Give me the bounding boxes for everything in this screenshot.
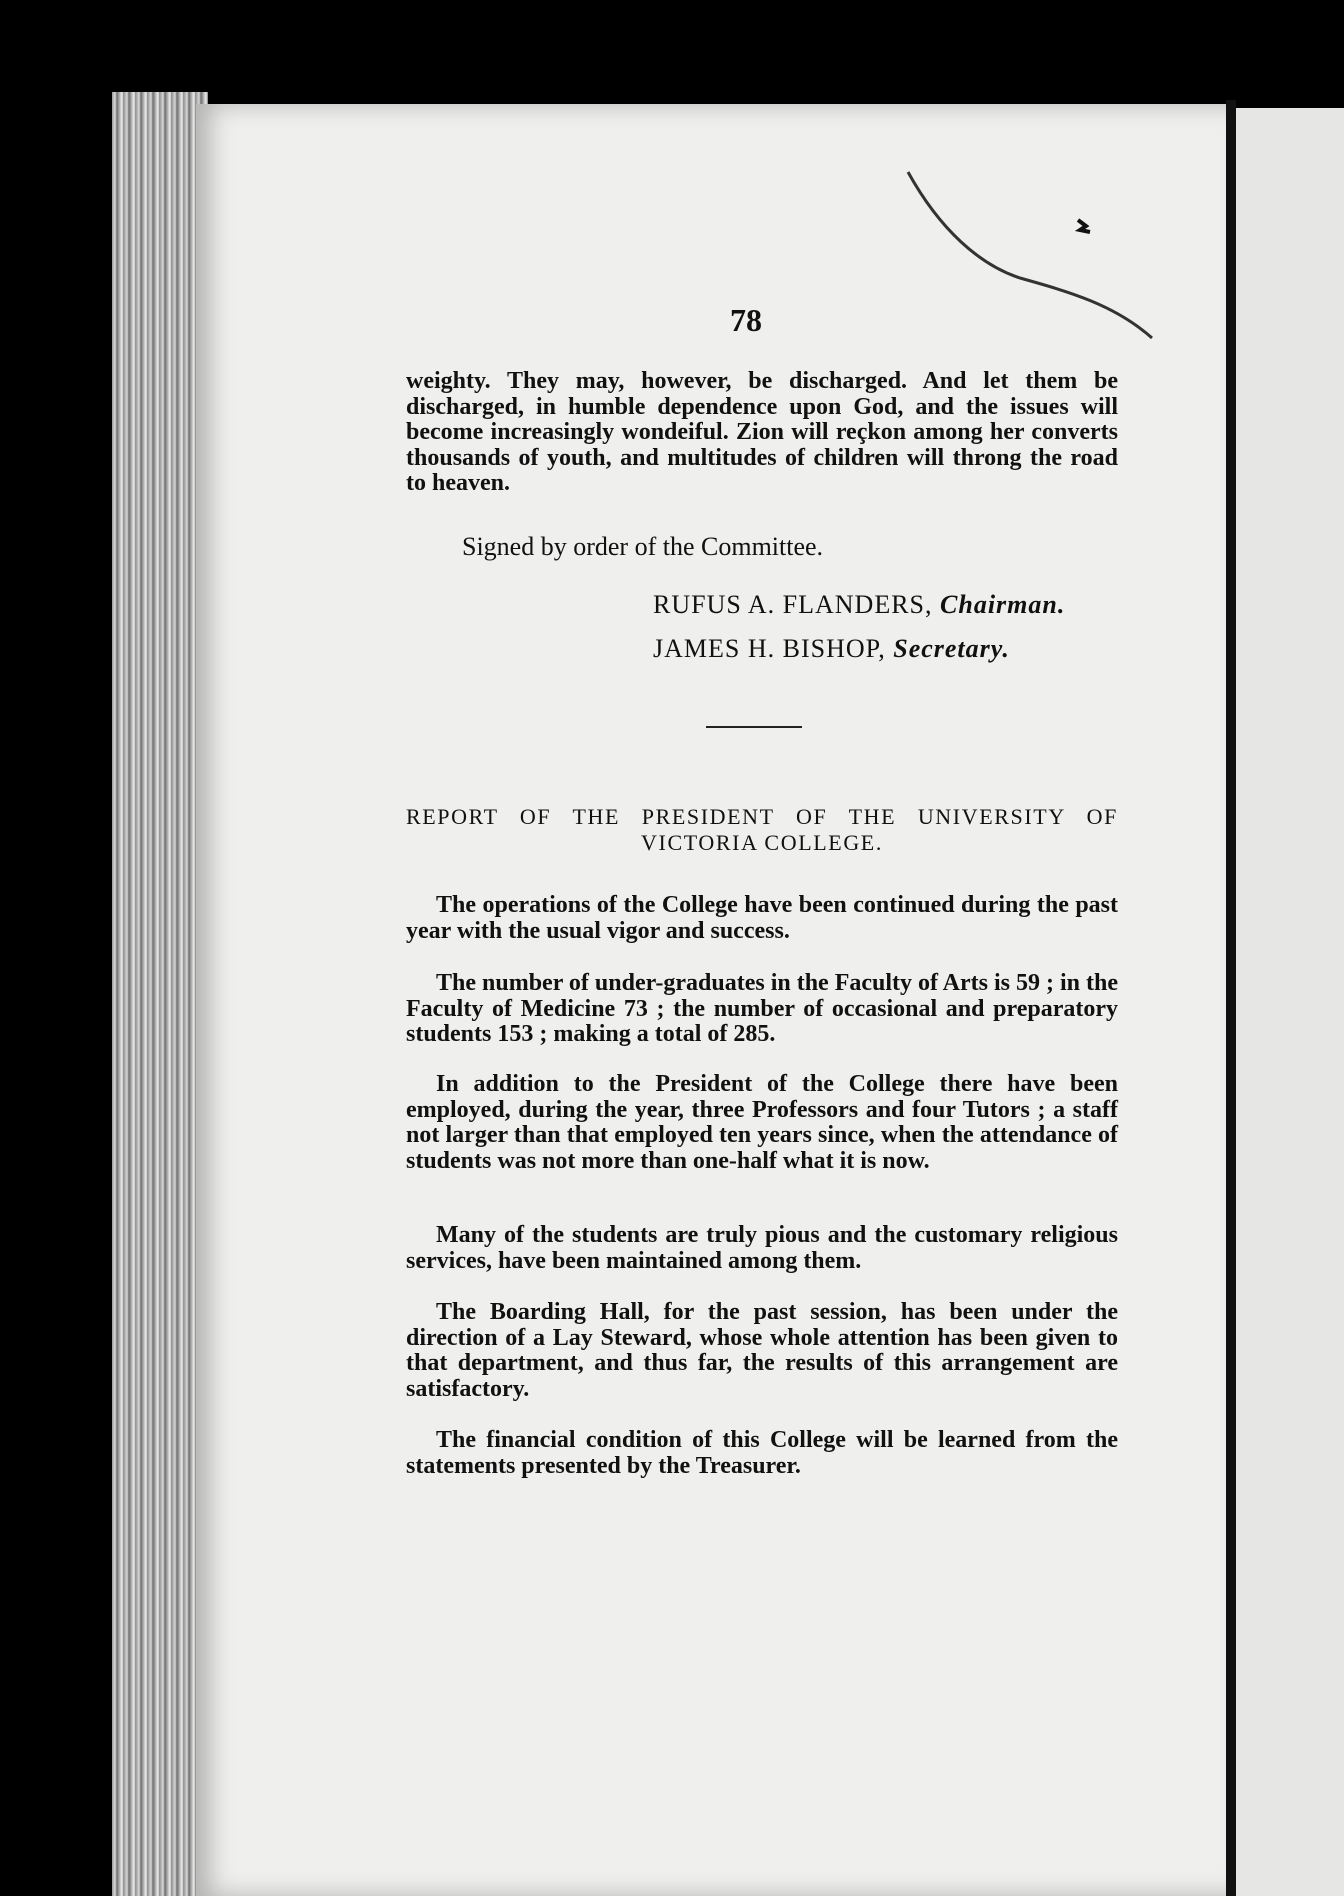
report-heading bbox=[406, 804, 1118, 856]
signed-by-order-line: Signed by order of the Committee. bbox=[462, 532, 824, 561]
signatory-name: RUFUS A. FLANDERS, bbox=[653, 590, 933, 619]
signatory-role: Chairman. bbox=[940, 590, 1066, 619]
signatory-name: JAMES H. BISHOP, bbox=[653, 634, 886, 663]
report-paragraph: Many of the students are truly pious and the customary religious services, have been maintained among them. bbox=[406, 1222, 1118, 1274]
signatory-role: Secretary. bbox=[893, 634, 1010, 663]
committee-closing-paragraph: weighty. They may, however, be discharged. And let them be discharged, in humble dependence upon God, and the issues will become increasingly wondeiful. Zion will reçkon among her converts thousands of youth, and multitudes of children will throng the road to heaven. bbox=[406, 368, 1118, 496]
report-heading-line2: VICTORIA COLLEGE. bbox=[641, 830, 883, 855]
stacked-page-edges bbox=[112, 92, 208, 1896]
report-paragraph: The number of under-graduates in the Faculty of Arts is 59 ; in the Faculty of Medicine 73 ; the number of occasional and preparatory students 153 ; making a total of 285. bbox=[406, 970, 1119, 1047]
report-paragraph: The Boarding Hall, for the past session, has been under the direction of a Lay Steward, whose whole attention has been given to that department, and thus far, the results of this arrangement are satisfactory. bbox=[406, 1299, 1118, 1402]
report-heading-line1: REPORT OF THE PRESIDENT OF THE UNIVERSITY OF bbox=[406, 804, 1118, 829]
signatory-secretary bbox=[653, 634, 1010, 664]
report-paragraph: The financial condition of this College will be learned from the statements presented by the Treasurer. bbox=[406, 1427, 1118, 1479]
adjacent-page-edge bbox=[1236, 108, 1344, 1896]
page-gutter bbox=[1226, 100, 1236, 1896]
pencil-mark bbox=[900, 170, 1160, 360]
report-paragraph: The operations of the College have been continued during the past year with the usual vigor and success. bbox=[406, 892, 1118, 944]
signatory-chairman bbox=[653, 590, 1065, 620]
page-number: 78 bbox=[730, 302, 762, 338]
section-divider bbox=[706, 726, 802, 728]
report-paragraph: In addition to the President of the College there have been employed, during the year, three Professors and four Tutors ; a staff not larger than that employed ten years since, when the attendance of students was not more than one-half what it is now. bbox=[406, 1071, 1118, 1174]
